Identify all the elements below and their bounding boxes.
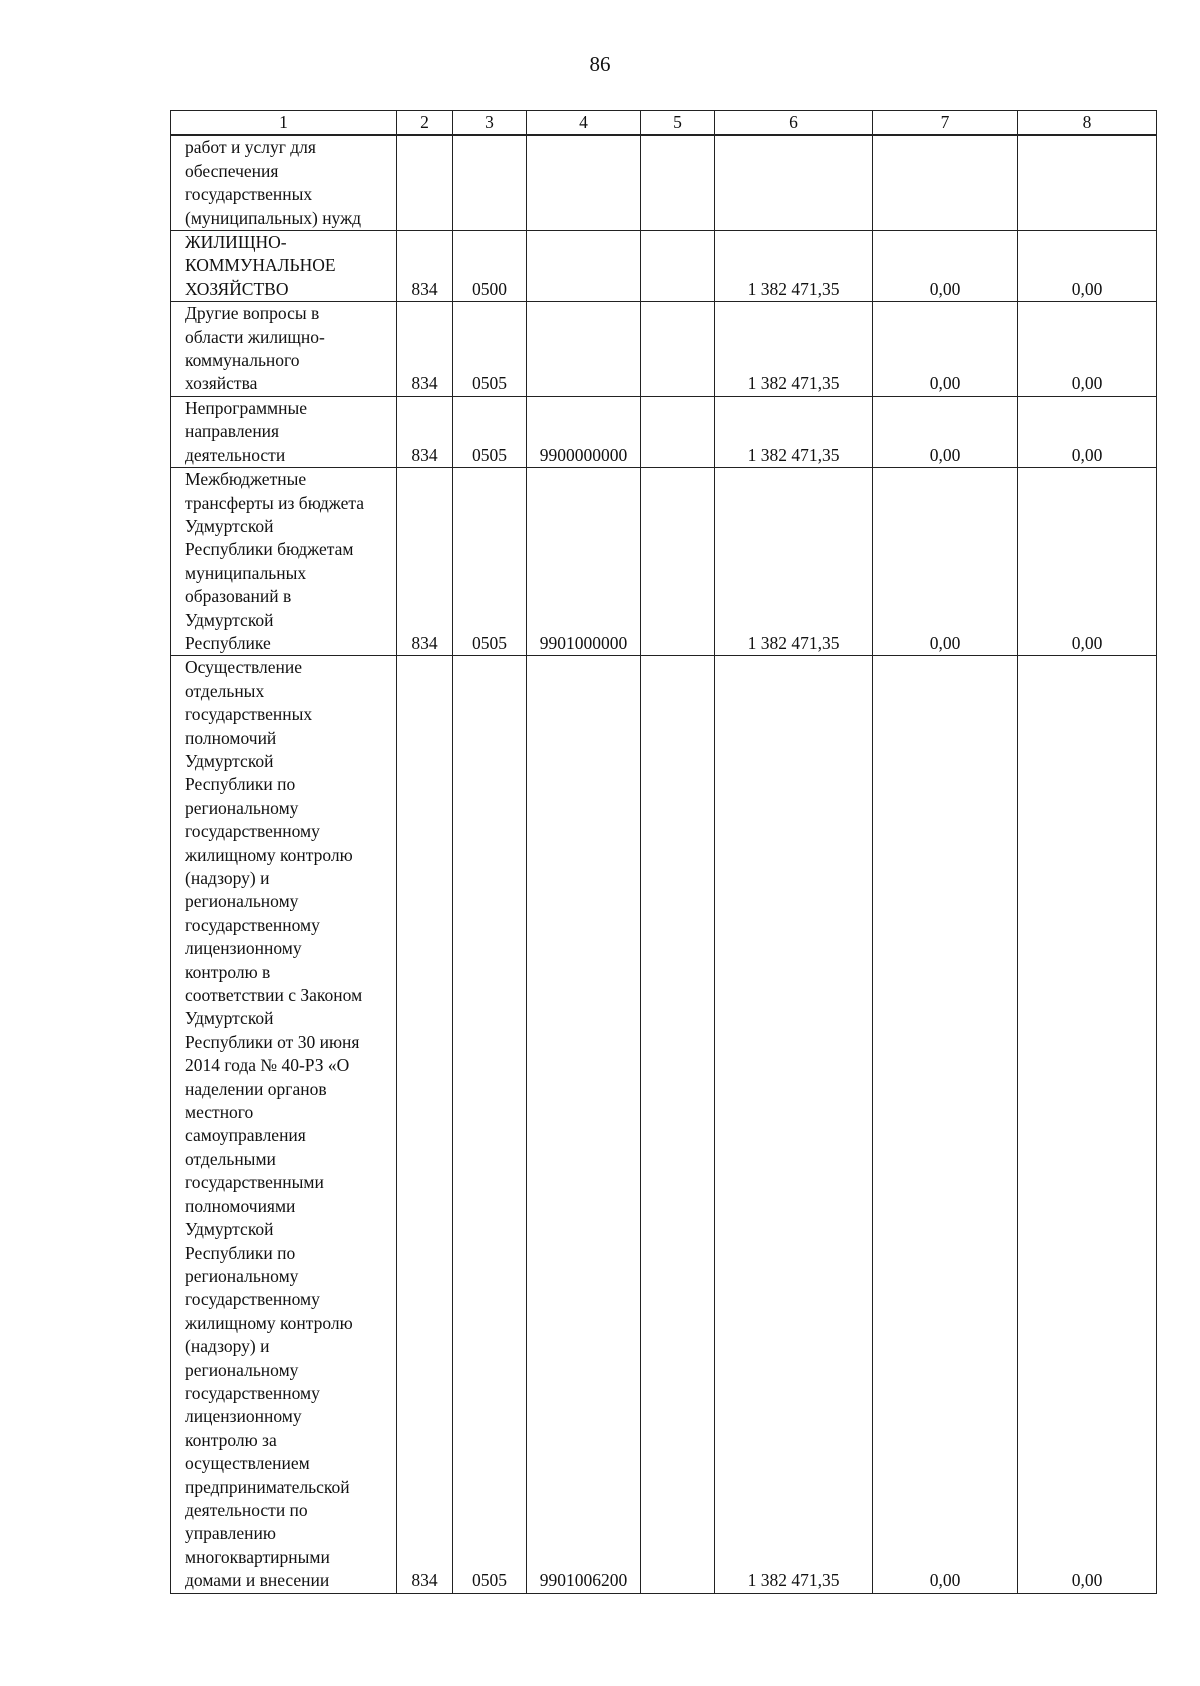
column-header-3: 3 [453,111,527,136]
row-name: Другие вопросы в области жилищно- коммунального хозяйства [171,302,397,397]
row-admin-code: 834 [397,396,453,467]
row-name: Межбюджетные трансферты из бюджета Удмуртской Республики бюджетам муниципальных образований в Удмуртской Республике [171,468,397,656]
row-sum-col6: 1 382 471,35 [715,231,873,302]
table-row [171,396,1157,467]
row-admin-code: 834 [397,231,453,302]
row-sum-col8: 0,00 [1018,656,1157,1593]
row-target-code: 9901000000 [527,468,641,656]
row-sum-col8: 0,00 [1018,468,1157,656]
row-expense-type [641,468,715,656]
column-header-1: 1 [171,111,397,136]
row-expense-type [641,656,715,1593]
row-admin-code: 834 [397,656,453,1593]
row-expense-type [641,231,715,302]
row-name: Непрограммные направления деятельности [171,396,397,467]
row-sum-col6: 1 382 471,35 [715,468,873,656]
row-sum-col8: 0,00 [1018,302,1157,397]
row-sum-col7: 0,00 [873,396,1018,467]
table-row [171,231,1157,302]
budget-table [170,110,1157,1594]
row-sum-col8 [1018,135,1157,230]
row-sum-col8: 0,00 [1018,231,1157,302]
column-header-8: 8 [1018,111,1157,136]
table-row [171,302,1157,397]
row-section-code: 0505 [453,468,527,656]
row-expense-type [641,135,715,230]
column-header-6: 6 [715,111,873,136]
table-row [171,135,1157,230]
row-name: Осуществление отдельных государственных полномочий Удмуртской Республики по региональному государственному жилищному контролю (надзору) и региональному государственному лицензионному контролю в соответствии с Законом Удмуртской Республики от 30 июня 2014 года № 40-РЗ «О наделении органов местного самоуправления отдельными государственными полномочиями Удмуртской Республики по региональному государственному жилищному контролю (надзору) и региональному государственному лицензионному контролю за осуществлением предпринимательской деятельности по управлению многоквартирными домами и внесении [171,656,397,1593]
table-body [171,111,1157,1594]
row-sum-col6: 1 382 471,35 [715,656,873,1593]
row-section-code: 0500 [453,231,527,302]
column-header-4: 4 [527,111,641,136]
row-expense-type [641,396,715,467]
row-target-code: 9900000000 [527,396,641,467]
row-section-code: 0505 [453,656,527,1593]
row-section-code: 0505 [453,302,527,397]
row-sum-col7 [873,135,1018,230]
row-sum-col6: 1 382 471,35 [715,302,873,397]
row-sum-col7: 0,00 [873,231,1018,302]
row-admin-code [397,135,453,230]
column-header-5: 5 [641,111,715,136]
table-row [171,656,1157,1593]
row-sum-col7: 0,00 [873,656,1018,1593]
row-sum-col7: 0,00 [873,468,1018,656]
row-expense-type [641,302,715,397]
row-target-code: 9901006200 [527,656,641,1593]
table-header-row [171,111,1157,136]
row-target-code [527,231,641,302]
table-row [171,468,1157,656]
row-section-code [453,135,527,230]
row-target-code [527,302,641,397]
row-admin-code: 834 [397,468,453,656]
row-section-code: 0505 [453,396,527,467]
row-target-code [527,135,641,230]
row-sum-col6 [715,135,873,230]
row-sum-col7: 0,00 [873,302,1018,397]
row-admin-code: 834 [397,302,453,397]
page-number: 86 [589,52,611,76]
row-sum-col6: 1 382 471,35 [715,396,873,467]
row-sum-col8: 0,00 [1018,396,1157,467]
column-header-2: 2 [397,111,453,136]
row-name: работ и услуг для обеспечения государственных (муниципальных) нужд [171,135,397,230]
column-header-7: 7 [873,111,1018,136]
row-name: ЖИЛИЩНО- КОММУНАЛЬНОЕ ХОЗЯЙСТВО [171,231,397,302]
